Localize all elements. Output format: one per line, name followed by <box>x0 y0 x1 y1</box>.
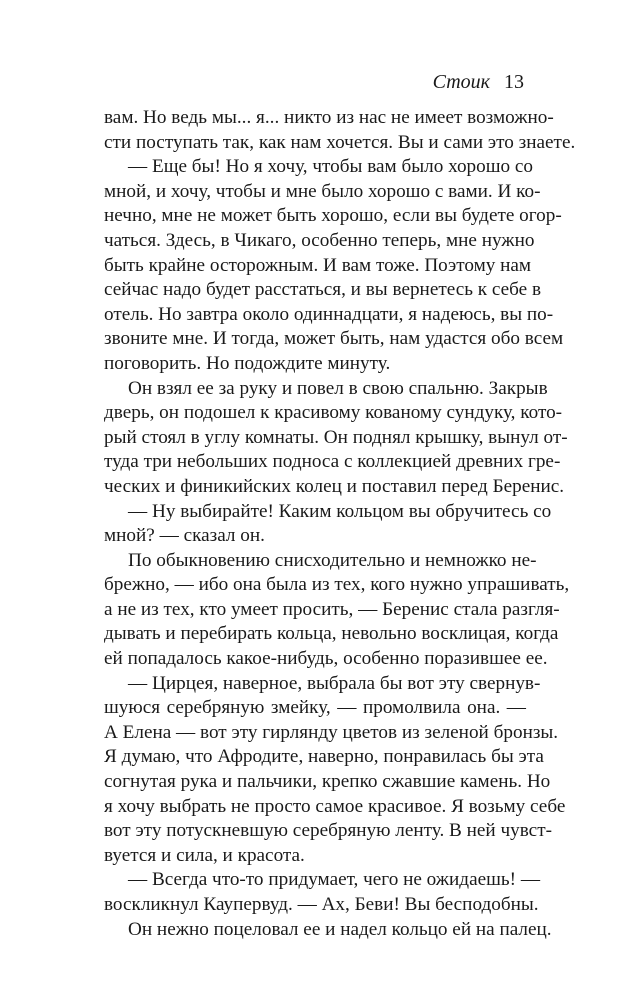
text-line: — Цирцея, наверное, выбрала бы вот эту свернув- <box>128 672 541 694</box>
text-line: ей попадалось какое-нибудь, особенно поразившее ее. <box>104 648 548 670</box>
text-line: рый стоял в углу комнаты. Он поднял крышку, вынул от- <box>104 426 568 448</box>
text-line: мной, и хочу, чтобы и мне было хорошо с вами. И ко- <box>104 180 541 202</box>
text-line: сти поступать так, как нам хочется. Вы и сами это знаете. <box>104 131 576 153</box>
text-line: Он нежно поцеловал ее и надел кольцо ей на палец. <box>128 918 552 940</box>
page-header <box>433 70 524 94</box>
text-line: туда три небольших подноса с коллекцией древних гре- <box>104 451 561 473</box>
running-title: Стоик <box>432 71 490 93</box>
text-line: согнутая рука и пальчики, крепко сжавшие камень. Но <box>104 771 551 793</box>
text-line: Он взял ее за руку и повел в свою спальню. Закрыв <box>128 377 548 399</box>
text-line: чаться. Здесь, в Чикаго, особенно теперь, мне нужно <box>104 229 535 251</box>
body-text <box>104 106 576 942</box>
text-line: поговорить. Но подождите минуту. <box>104 352 391 374</box>
text-line: дывать и перебирать кольца, невольно восклицая, когда <box>104 623 559 645</box>
text-line: звоните мне. И тогда, может быть, нам удастся обо всем <box>104 328 564 350</box>
text-line: дверь, он подошел к красивому кованому сундуку, кото- <box>104 402 563 424</box>
text-line: вам. Но ведь мы... я... никто из нас не имеет возможно- <box>104 107 554 128</box>
text-line: — Еще бы! Но я хочу, чтобы вам было хорошо со <box>128 156 534 178</box>
text-line: брежно, — ибо она была из тех, кого нужно упрашивать, <box>104 574 570 596</box>
text-line: Я думаю, что Афродите, наверно, понравилась бы эта <box>104 746 544 768</box>
text-line: А Елена — вот эту гирлянду цветов из зеленой бронзы. <box>104 721 559 743</box>
text-line: — Всегда что-то придумает, чего не ожидаешь! — <box>128 869 541 891</box>
page-number: 13 <box>504 71 524 93</box>
text-line: — Ну выбирайте! Каким кольцом вы обручитесь со <box>128 500 552 522</box>
text-line: нечно, мне не может быть хорошо, если вы будете огор- <box>104 205 562 227</box>
text-line: По обыкновению снисходительно и немножко не- <box>128 549 537 571</box>
text-line: ческих и финикийских колец и поставил перед Беренис. <box>104 475 565 497</box>
text-line: сейчас надо будет расстаться, и вы вернетесь к себе в <box>104 279 542 301</box>
text-line: быть крайне осторожным. И вам тоже. Поэтому нам <box>104 254 532 276</box>
text-line: шуюся серебряную змейку, — промолвила она. — <box>104 697 526 719</box>
text-line: мной? — сказал он. <box>104 525 265 547</box>
text-line: а не из тех, кто умеет просить, — Беренис стала разгля- <box>104 598 560 620</box>
text-line: вот эту потускневшую серебряную ленту. В ней чувст- <box>104 820 552 842</box>
text-line: отель. Но завтра около одиннадцати, я надеюсь, вы по- <box>104 303 554 325</box>
text-line: я хочу выбрать не просто самое красивое. Я возьму себе <box>104 795 566 817</box>
text-line: воскликнул Каупервуд. — Ах, Беви! Вы бесподобны. <box>104 894 539 915</box>
text-line: вуется и сила, и красота. <box>104 844 305 866</box>
